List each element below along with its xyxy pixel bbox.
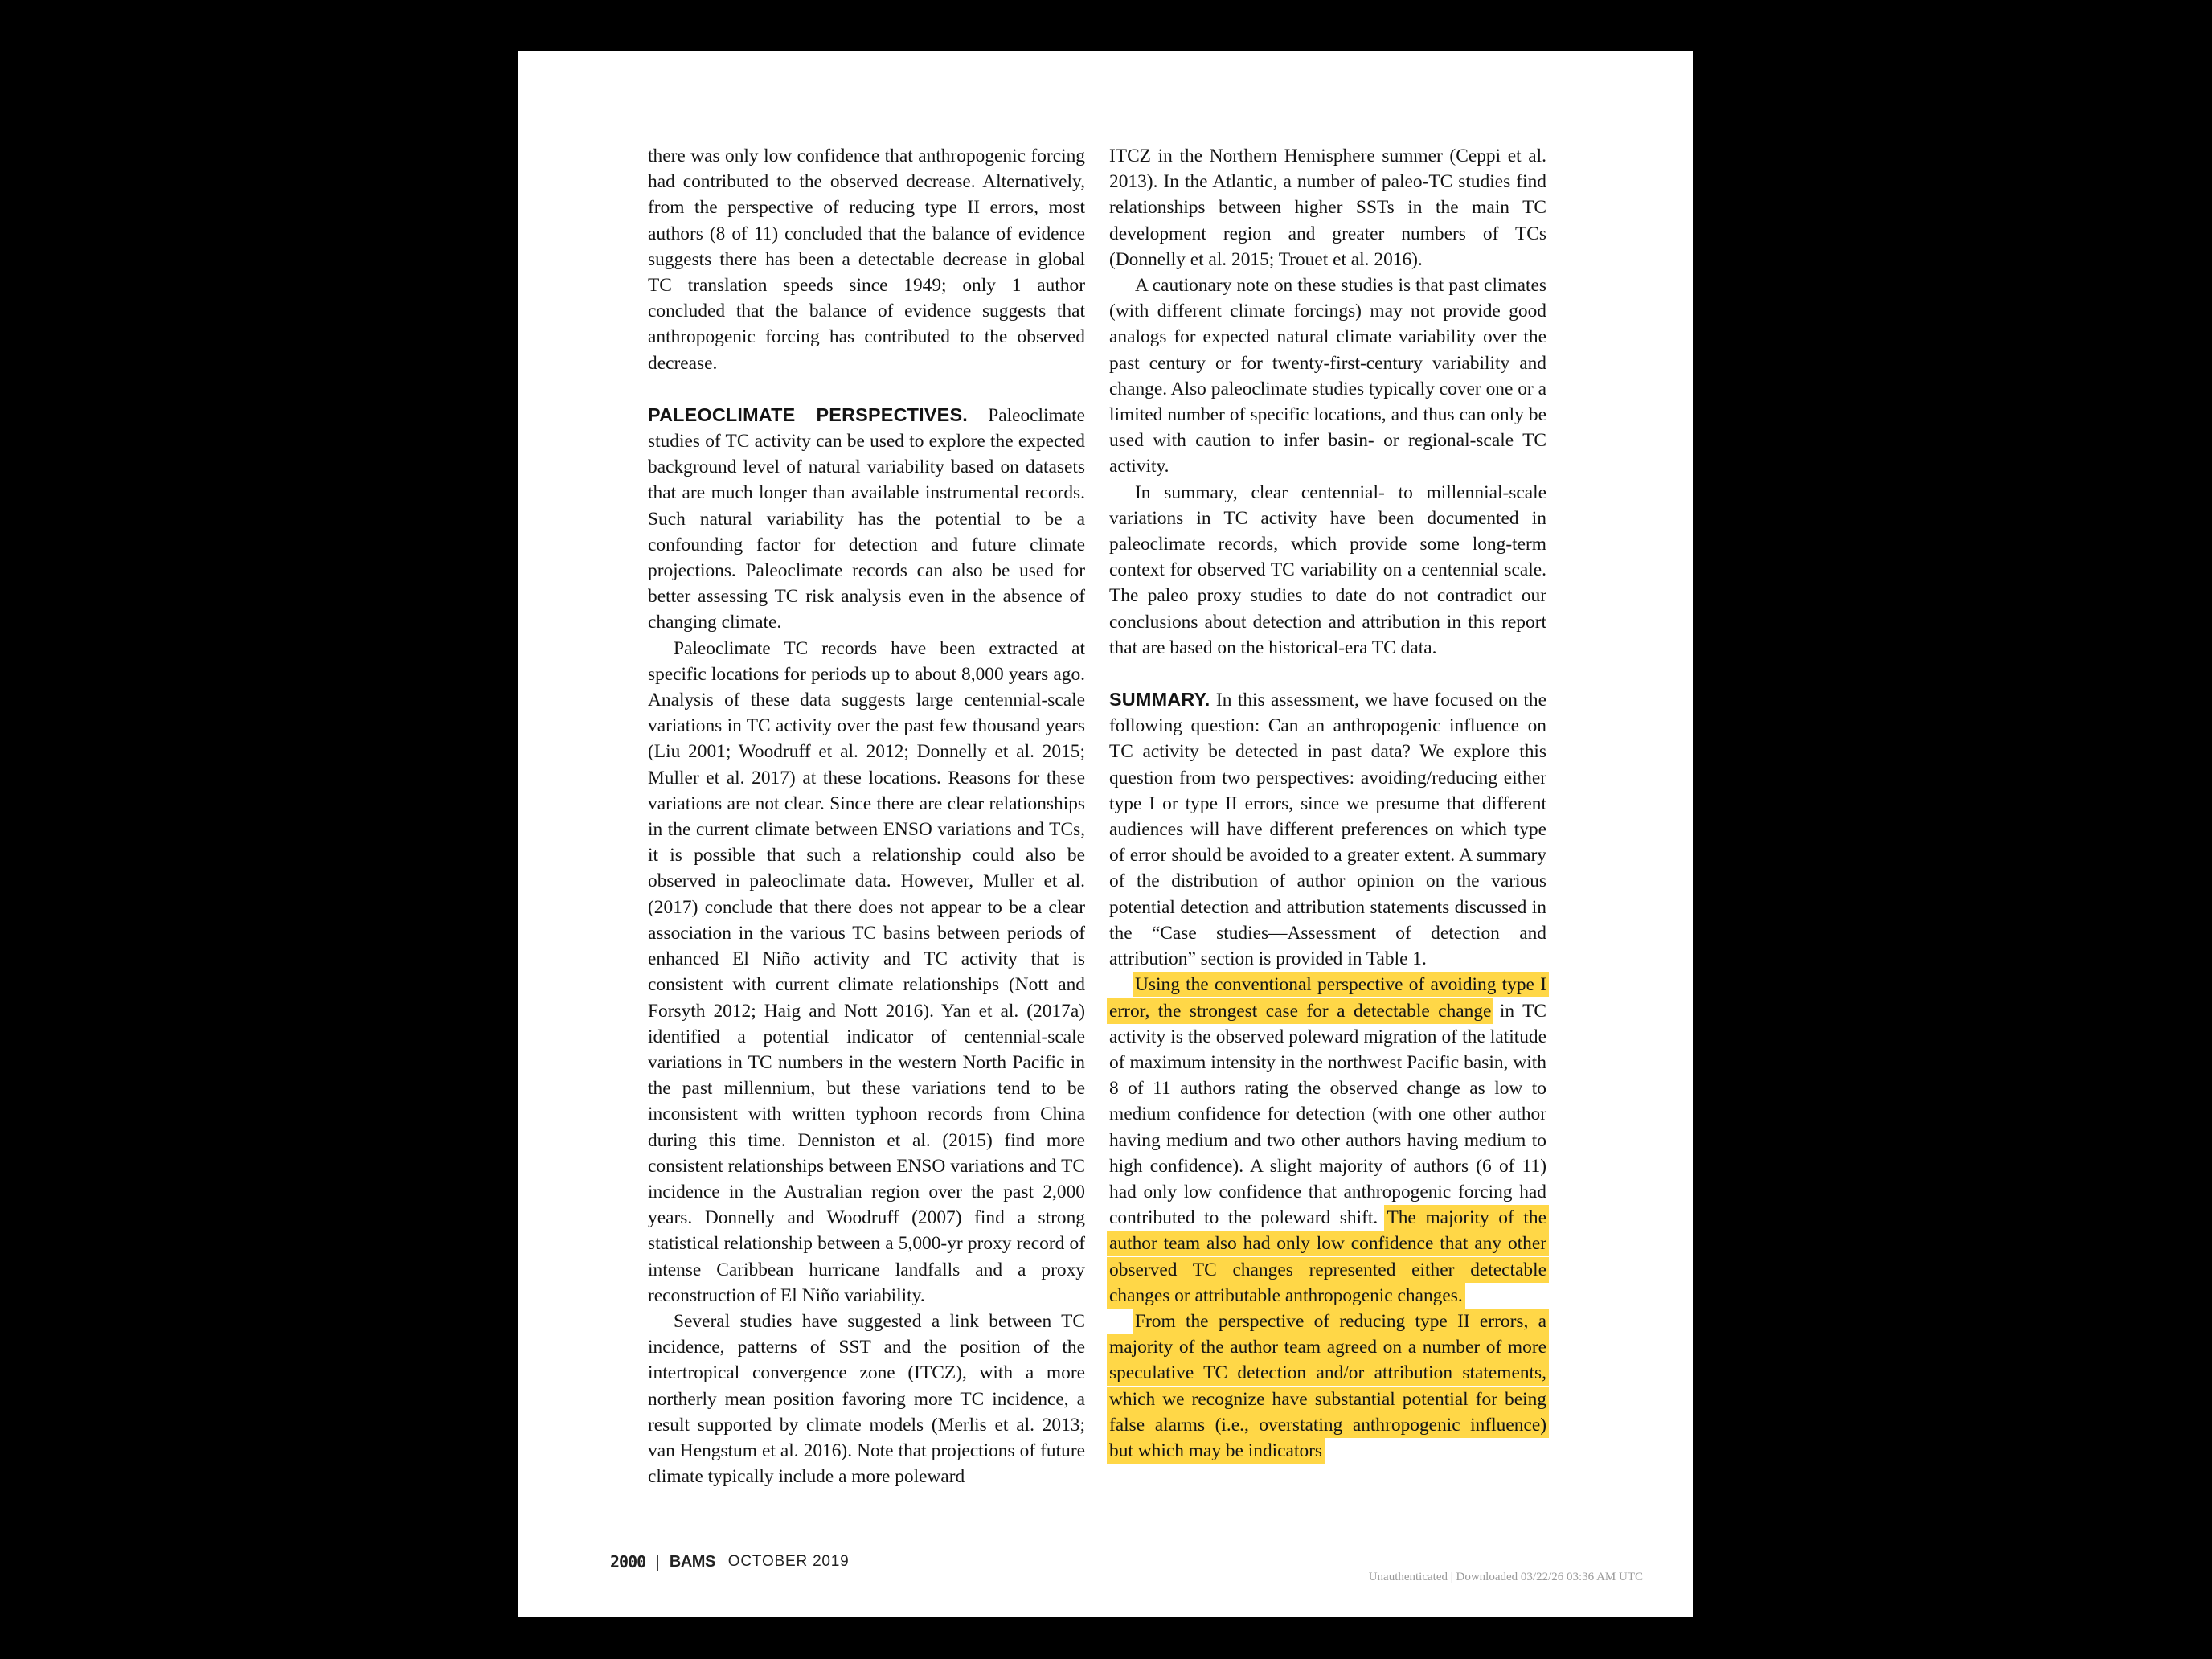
section-heading-summary: SUMMARY.: [1109, 689, 1210, 711]
paragraph: [1109, 686, 1546, 972]
highlighted-text: The majority of the author team also had only low confidence that any other observed TC changes represented either detectable changes or attributable anthropogenic changes.: [1109, 1207, 1546, 1306]
document-page: [518, 51, 1693, 1617]
page-number: 2000: [610, 1552, 646, 1571]
paragraph: [1109, 1309, 1546, 1464]
paragraph: A cautionary note on these studies is that past climates (with different climate forcings) may not provide good analogs for expected natural climate variability over the past century or for twenty-first-century variability and change. Also paleoclimate studies typically cover one or a limited number of specific locations, and thus can only be used with caution to infer basin- or regional-scale TC activity.: [1109, 275, 1546, 477]
paragraph: there was only low confidence that anthropogenic forcing had contributed to the observed decrease. Alternatively, from the perspective of reducing type II errors, most authors (8 of 11) concluded that the balance of evidence suggests there has been a detectable decrease in global TC translation speeds since 1949; only 1 author concluded that the balance of evidence suggests that anthropogenic forcing has contributed to the observed decrease.: [648, 145, 1085, 374]
highlighted-text: From the perspective of reducing type II errors, a majority of the author team agreed on a number of more speculative TC detection and/or attribution statements, which we recognize have substantial potential for being false alarms (i.e., overstating anthropogenic influence) but which may be indicators: [1109, 1310, 1546, 1461]
paragraph-text: in TC activity is the observed poleward migration of the latitude of maximum intensity in the northwest Pacific basin, with 8 of 11 authors rating the observed change as low to medium confidence for detection (with one other author having medium and two other authors having medium to high confidence). A slight majority of authors (6 of 11) had only low confidence that anthropogenic forcing had contributed to the poleward shift.: [1109, 1000, 1546, 1229]
download-note: Unauthenticated | Downloaded 03/22/26 03:36 AM UTC: [1368, 1571, 1643, 1583]
paragraph-text: Paleoclimate studies of TC activity can be used to explore the expected background level of natural variability based on datasets that are much longer than available instrumental records. Such natural variability has the potential to be a confounding factor for detection and future climate projections. Paleoclimate records can also be used for better assessing TC risk analysis even in the absence of changing climate.: [648, 404, 1085, 633]
paragraph: Paleoclimate TC records have been extracted at specific locations for periods up to about 8,000 years ago. Analysis of these data suggests large centennial-scale variations in TC activity over the past few thousand years (Liu 2001; Woodruff et al. 2012; Donnelly et al. 2015; Muller et al. 2017) at these locations. Reasons for these variations are not clear. Since there are clear relationships in the current climate between ENSO variations and TCs, it is possible that such a relationship could also be observed in paleoclimate data. However, Muller et al. (2017) conclude that there does not appear to be a clear association in the various TC basins between periods of enhanced El Niño activity and TC activity that is consistent with current climate relationships (Nott and Forsyth 2012; Haig and Nott 2016). Yan et al. (2017a) identified a potential indicator of centennial-scale variations in TC numbers in the western North Pacific in the past millennium, but these variations tend to be inconsistent with written typhoon records from China during this time. Denniston et al. (2015) find more consistent relationships between ENSO variations and TC incidence in the Australian region over the past 2,000 years. Donnelly and Woodruff (2007) find a strong statistical relationship between a 5,000-yr proxy record of intense Caribbean hurricane landfalls and a proxy reconstruction of El Niño variability.: [648, 637, 1085, 1306]
footer-separator: |: [655, 1551, 660, 1571]
paragraph: In summary, clear centennial- to millennial-scale variations in TC activity have been documented in paleoclimate records, which provide some long-term context for observed TC variability on a centennial scale. The paleo proxy studies to date do not contradict our conclusions about detection and attribution in this report that are based on the historical-era TC data.: [1109, 481, 1546, 658]
page-footer: [610, 1551, 850, 1572]
paragraph: ITCZ in the Northern Hemisphere summer (Ceppi et al. 2013). In the Atlantic, a number of paleo-TC studies find relationships between higher SSTs in the main TC development region and greater numbers of TCs (Donnelly et al. 2015; Trouet et al. 2016).: [1109, 145, 1546, 270]
right-column: [1109, 143, 1546, 1464]
paragraph: [648, 402, 1085, 636]
journal-logo: BAMS: [669, 1552, 715, 1571]
left-column: [648, 143, 1085, 1489]
highlighted-text: Using the conventional perspective of avoiding type I error, the strongest case for a detectable change: [1109, 974, 1546, 1022]
paragraph: Several studies have suggested a link between TC incidence, patterns of SST and the position of the intertropical convergence zone (ITCZ), with a more northerly mean position favoring more TC incidence, a result supported by climate models (Merlis et al. 2013; van Hengstum et al. 2016). Note that projections of future climate typically include a more poleward: [648, 1310, 1085, 1488]
paragraph: [1109, 972, 1546, 1309]
issue-date: OCTOBER 2019: [727, 1553, 850, 1570]
section-heading-paleoclimate: PALEOCLIMATE PERSPECTIVES.: [648, 403, 968, 425]
paragraph-text: In this assessment, we have focused on the following question: Can an anthropogenic influence on TC activity be detected in past data? We explore this question from two perspectives: avoiding/reducing either type I or type II errors, since we presume that different audiences will have different preferences on which type of error should be avoided to a greater extent. A summary of the distribution of author opinion on the various potential detection and attribution statements discussed in the “Case studies—Assessment of detection and attribution” section is provided in Table 1.: [1109, 690, 1546, 970]
